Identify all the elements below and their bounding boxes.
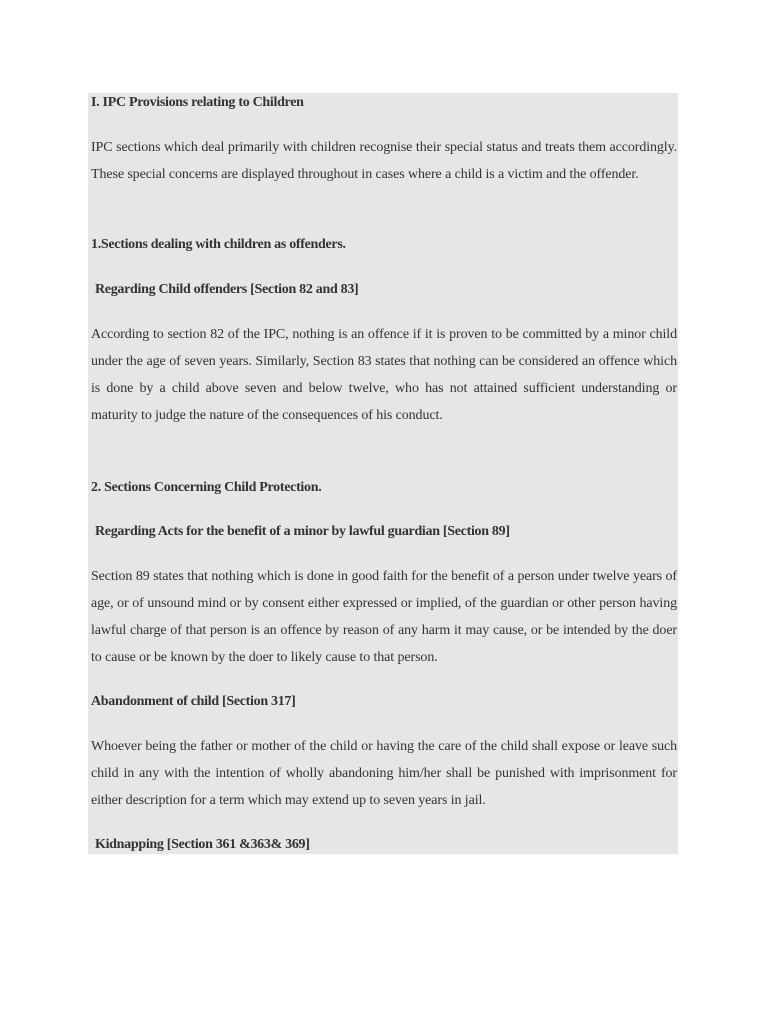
intro-paragraph: IPC sections which deal primarily with children recognise their special status and treats them accordingly. These special concerns are displayed throughout in cases where a child is a victim and the offender. bbox=[91, 140, 677, 182]
section2-body-paragraph: Section 89 states that nothing which is done in good faith for the benefit of a person under twelve years of age, or of unsound mind or by consent either expressed or implied, of the guardian or other person having lawful charge of that person is an offence by reason of any harm it may cause, or be intended by the doer to cause or be known by the doer to likely cause to that person. bbox=[91, 569, 677, 665]
abandonment-heading: Abandonment of child [Section 317] bbox=[91, 694, 296, 709]
document-title: I. IPC Provisions relating to Children bbox=[91, 95, 304, 110]
kidnapping-heading: Kidnapping [Section 361 &363& 369] bbox=[95, 837, 310, 852]
section2-heading: 2. Sections Concerning Child Protection. bbox=[91, 480, 322, 495]
section1-body-paragraph: According to section 82 of the IPC, nothing is an offence if it is proven to be committed by a minor child under the age of seven years. Similarly, Section 83 states that nothing can be considered an offence which is done by a child above seven and below twelve, who has not attained sufficient understanding or maturity to judge the nature of the consequences of his conduct. bbox=[91, 327, 677, 423]
section2-sub-heading: Regarding Acts for the benefit of a minor by lawful guardian [Section 89] bbox=[95, 524, 510, 539]
abandonment-body-paragraph: Whoever being the father or mother of the child or having the care of the child shall expose or leave such child in any with the intention of wholly abandoning him/her shall be punished with imprisonment for either description for a term which may extend up to seven years in jail. bbox=[91, 739, 677, 808]
section1-sub-heading: Regarding Child offenders [Section 82 and 83] bbox=[95, 282, 359, 297]
section1-heading: 1.Sections dealing with children as offenders. bbox=[91, 237, 346, 252]
